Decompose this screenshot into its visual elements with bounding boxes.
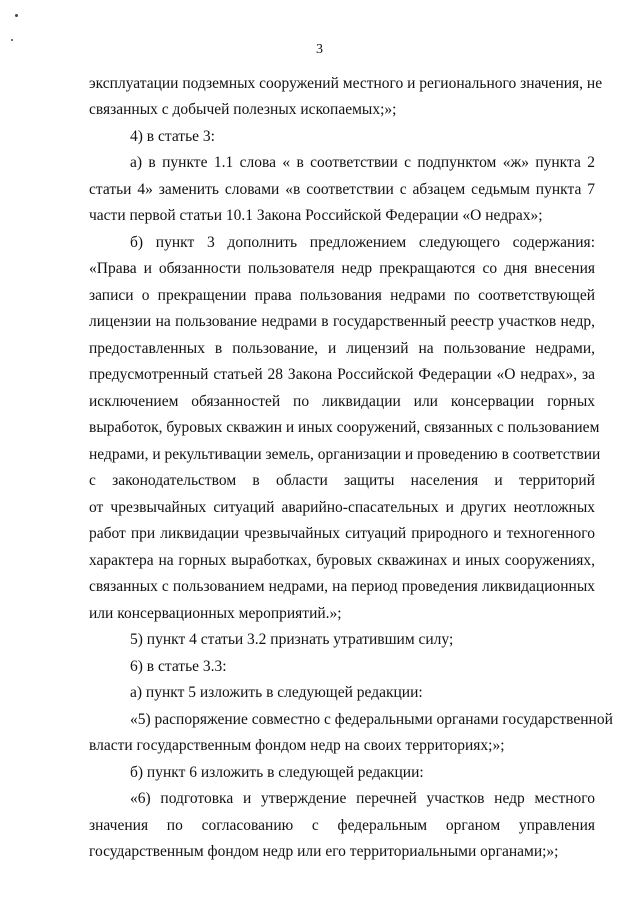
text-line: «5) распоряжение совместно с федеральными органами государственной <box>130 711 613 728</box>
text-line: связанных с добычей полезных ископаемых;»; <box>89 101 397 118</box>
text-line: 6) в статье 3.3: <box>130 658 227 675</box>
text-line: эксплуатации подземных сооружений местного и регионального значения, не <box>89 75 603 92</box>
text-line: части первой статьи 10.1 Закона Российской Федерации «О недрах»; <box>89 207 543 224</box>
text-line: или консервационных мероприятий.»; <box>89 605 342 622</box>
text-line: характера на горных выработках, буровых скважинах и иных сооружениях, <box>89 552 595 569</box>
text-line: значения по согласованию с федеральным органом управления <box>89 817 595 834</box>
text-line: недрами, и рекультивации земель, организации и проведению в соответствии <box>89 446 601 463</box>
text-line: связанных с пользованием недрами, на период проведения ликвидационных <box>89 578 595 595</box>
text-line: работ при ликвидации чрезвычайных ситуаций природного и техногенного <box>89 525 595 542</box>
text-line: б) пункт 3 дополнить предложением следующего содержания: <box>130 234 595 251</box>
text-line: 4) в статье 3: <box>130 128 215 145</box>
text-line: исключением обязанностей по ликвидации или консервации горных <box>89 393 595 410</box>
text-line: а) в пункте 1.1 слова « в соответствии с подпунктом «ж» пункта 2 <box>130 154 595 171</box>
text-line: б) пункт 6 изложить в следующей редакции: <box>130 764 424 781</box>
scan-speck <box>11 39 13 41</box>
text-line: записи о прекращении права пользования недрами по соответствующей <box>89 287 595 304</box>
text-line: выработок, буровых скважин и иных сооружений, связанных с пользованием <box>89 419 600 436</box>
text-line: статьи 4» заменить словами «в соответствии с абзацем седьмым пункта 7 <box>89 181 595 198</box>
scan-speck <box>15 14 18 17</box>
text-line: государственным фондом недр или его территориальными органами;»; <box>89 843 559 860</box>
text-line: от чрезвычайных ситуаций аварийно-спасательных и других неотложных <box>89 499 595 516</box>
text-line: с законодательством в области защиты населения и территорий <box>89 472 595 489</box>
text-line: предусмотренный статьей 28 Закона Российской Федерации «О недрах», за <box>89 366 595 383</box>
text-line: «6) подготовка и утверждение перечней участков недр местного <box>130 790 595 807</box>
text-line: 5) пункт 4 статьи 3.2 признать утратившим силу; <box>130 631 454 648</box>
text-line: предоставленных в пользование, и лицензий на пользование недрами, <box>89 340 595 357</box>
page-number: 3 <box>316 42 323 57</box>
text-line: лицензии на пользование недрами в государственный реестр участков недр, <box>89 313 595 330</box>
text-line: а) пункт 5 изложить в следующей редакции: <box>130 684 423 701</box>
text-line: власти государственным фондом недр на своих территориях;»; <box>89 737 505 754</box>
text-line: «Права и обязанности пользователя недр прекращаются со дня внесения <box>89 260 595 277</box>
